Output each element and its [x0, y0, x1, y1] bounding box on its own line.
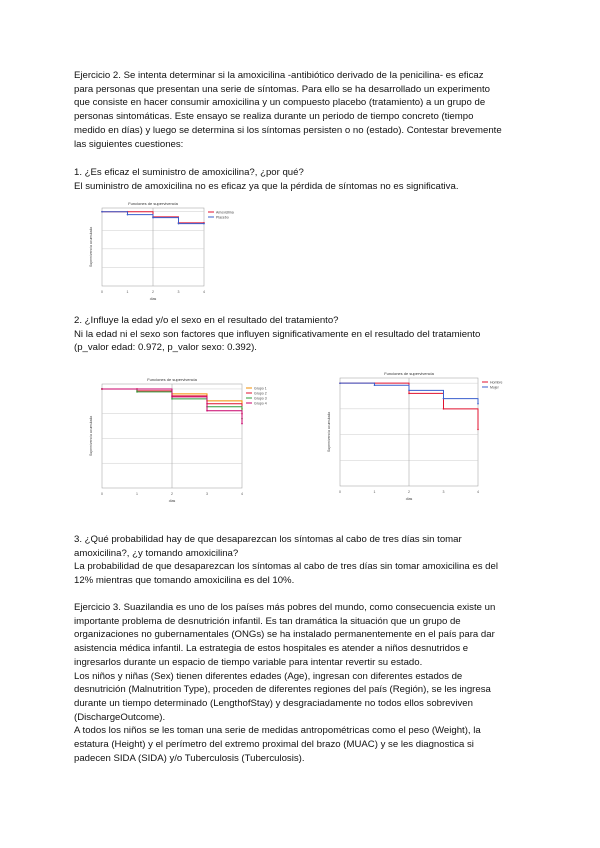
data-point — [136, 388, 138, 390]
x-tick-label: 3 — [442, 490, 445, 494]
x-tick-label: 2 — [152, 290, 154, 294]
answer-text: El suministro de amoxicilina no es eficaz ya que la pérdida de síntomas no es significativa. — [74, 180, 459, 192]
x-tick-label: 4 — [477, 490, 479, 494]
question-text: amoxicilina?, ¿y tomando amoxicilina? — [74, 547, 239, 559]
question-3 — [74, 533, 528, 588]
text-line: A todos los niños se les toman una serie de medidas antropométricas como el peso (Weight), la — [74, 725, 481, 737]
data-point — [241, 423, 243, 425]
text-line: (DischargeOutcome). — [74, 711, 166, 723]
data-point — [101, 211, 103, 213]
question-text: 2. ¿Influye la edad y/o el sexo en el resultado del tratamiento? — [74, 315, 339, 326]
x-tick-label: 3 — [177, 290, 180, 294]
survival-chart-age — [88, 372, 288, 504]
x-tick-label: 0 — [339, 490, 341, 494]
chart-title: Funciones de supervivencia — [147, 377, 197, 382]
x-tick-label: 0 — [101, 492, 103, 496]
data-point — [206, 410, 208, 412]
data-point — [127, 214, 129, 216]
answer-text: (p_valor edad: 0.972, p_valor sexo: 0.392). — [74, 342, 257, 354]
legend-label: Grupo 3 — [254, 396, 267, 401]
text-line: que consiste en hacer consumir amoxicilina y un compuesto placebo (tratamiento) a un grupo de — [74, 97, 486, 109]
exercise2-intro — [74, 69, 528, 151]
y-axis-label: Supervivencia acumulada — [327, 411, 331, 453]
data-point — [477, 403, 479, 405]
text-line: estatura (Height) y el perímetro del extremo proximal del brazo (MUAC) y se les diagnostica si — [74, 739, 474, 751]
answer-text: Ni la edad ni el sexo son factores que influyen significativamente en el resultado del tratamiento — [74, 328, 481, 340]
x-tick-label: 4 — [203, 290, 205, 294]
text-line: durante un tiempo determinado (LengthofStay) y desgraciadamente no todos ellos sobreviven — [74, 697, 473, 709]
legend-label: Hombre — [490, 380, 503, 385]
text-line: para personas que presentan una serie de síntomas. Para ello se ha desarrollado un experimento — [74, 83, 490, 95]
x-tick-label: 2 — [171, 492, 173, 496]
legend-label: Grupo 2 — [254, 391, 267, 396]
x-axis-label: días — [405, 497, 413, 501]
x-tick-label: 1 — [136, 492, 138, 496]
question-1 — [74, 166, 528, 193]
chart-title: Funciones de supervivencia — [384, 371, 434, 376]
y-axis-label: Supervivencia acumulada — [89, 226, 93, 268]
text-line: desnutrición (Malnutrition Type), proceden de diferentes regiones del país (Región), se les ingresa — [74, 684, 491, 696]
legend-label: Mujer — [490, 385, 499, 390]
data-point — [203, 223, 205, 225]
text-line: medido en días) y luego se determina si los síntomas persisten o no (estado). Contestar brevemente — [74, 124, 502, 136]
data-point — [136, 391, 138, 393]
text-line: personas sintomáticas. Este ensayo se realiza durante un periodo de tiempo concreto (tiempo — [74, 111, 474, 123]
text-line: Ejercicio 3. Suazilandia es uno de los países más pobres del mundo, como consecuencia existe un — [74, 602, 496, 613]
x-tick-label: 3 — [206, 492, 208, 496]
data-point — [443, 408, 445, 410]
data-point — [408, 393, 410, 395]
answer-text: 12% mientras que tomando amoxicilina es del 10%. — [74, 575, 295, 587]
survival-chart-sex — [326, 368, 522, 502]
chart-title: Funciones de supervivencia — [128, 201, 178, 206]
data-point — [477, 429, 479, 431]
x-axis-label: días — [168, 499, 176, 503]
data-point — [171, 398, 173, 400]
exercise3-text — [74, 601, 528, 765]
data-point — [408, 390, 410, 392]
data-point — [101, 388, 103, 390]
text-line: las siguientes cuestiones: — [74, 138, 184, 150]
x-axis-label: días — [149, 297, 157, 301]
question-2 — [74, 314, 528, 355]
text-line: organizaciones no gubernamentales (ONGs) se ha instalado permanentemente en el país para dar — [74, 629, 495, 641]
y-axis-label: Supervivencia acumulada — [89, 415, 93, 457]
text-line: importante problema de desnutrición infantil. Es tan dramática la situación que un grupo de — [74, 615, 461, 627]
legend-label: Placebo — [216, 215, 229, 220]
text-line: Los niños y niñas (Sex) tienen diferentes edades (Age), ingresan con diferentes estados de — [74, 670, 463, 682]
data-point — [374, 384, 376, 386]
legend-label: Amoxicilina — [216, 210, 234, 215]
x-tick-label: 0 — [101, 290, 103, 294]
data-point — [152, 217, 154, 219]
x-tick-label: 1 — [126, 290, 129, 294]
data-point — [443, 398, 445, 400]
x-tick-label: 2 — [408, 490, 410, 494]
data-point — [339, 382, 341, 384]
question-text: 3. ¿Qué probabilidad hay de que desaparezcan los síntomas al cabo de tres días sin tomar — [74, 534, 462, 545]
data-point — [171, 396, 173, 398]
survival-chart-treatment — [88, 196, 250, 302]
text-line: Ejercicio 2. Se intenta determinar si la amoxicilina -antibiótico derivado de la penicilina- es eficaz — [74, 70, 484, 81]
text-line: padecen SIDA (SIDA) y/o Tuberculosis (Tuberculosis). — [74, 752, 305, 764]
legend-label: Grupo 1 — [254, 386, 267, 391]
x-tick-label: 4 — [241, 492, 243, 496]
text-line: asistencia médica infantil. La estrategia de estos hospitales es atender a niños desnutridos e — [74, 643, 469, 655]
legend-label: Grupo 4 — [254, 401, 267, 406]
answer-text: La probabilidad de que desaparezcan los síntomas al cabo de tres días sin tomar amoxicilina es del — [74, 561, 498, 573]
question-text: 1. ¿Es eficaz el suministro de amoxicilina?, ¿por qué? — [74, 167, 304, 178]
x-tick-label: 1 — [373, 490, 376, 494]
text-line: ingresarlos durante un espacio de tiempo variable para intentar revertir su estado. — [74, 656, 423, 668]
data-point — [178, 223, 180, 225]
